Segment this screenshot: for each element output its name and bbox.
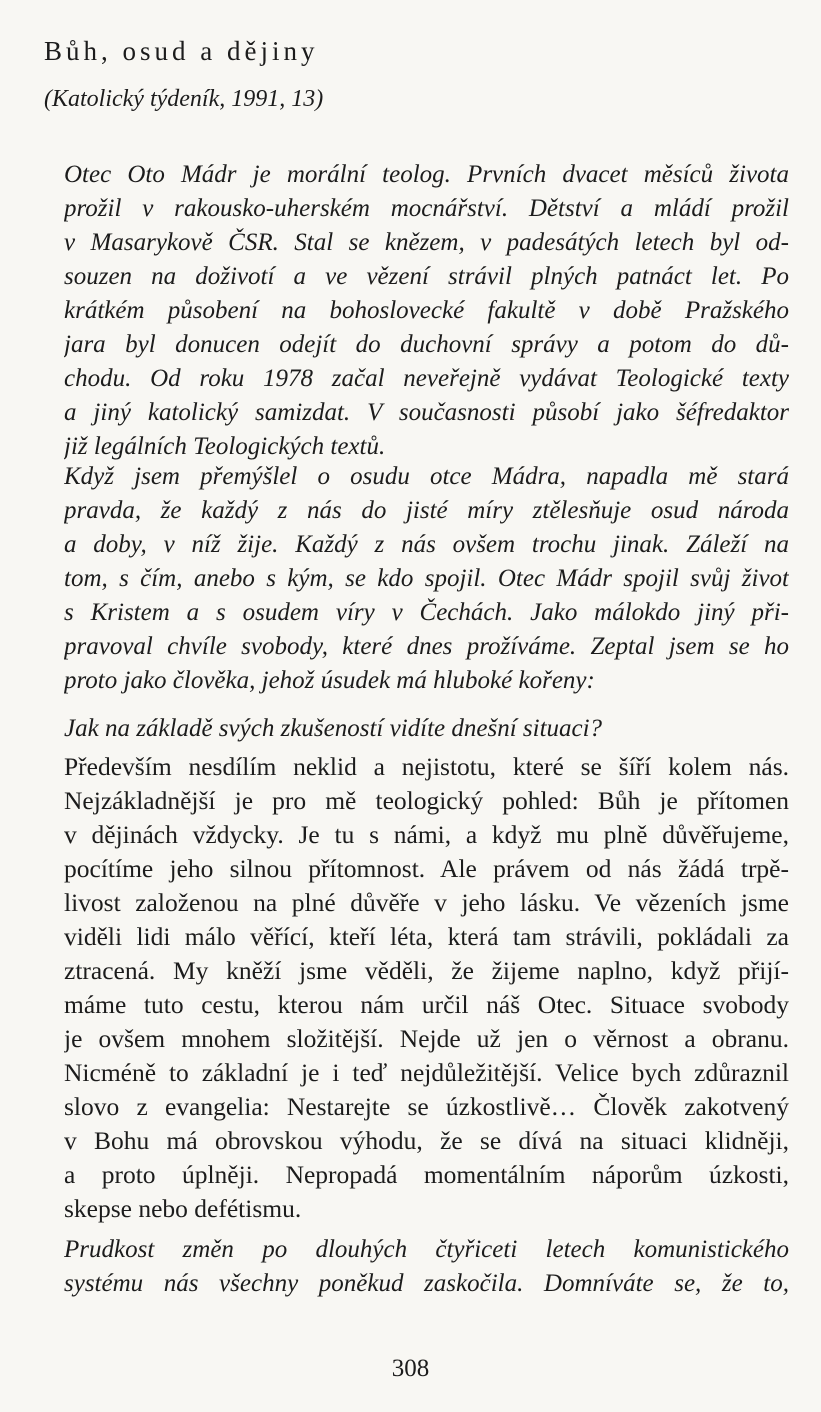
text-line: Nicméně to základní je i teď nejdůležitější. Velice bych zdůraznil (64, 1058, 789, 1087)
text-line: pocítíme jeho silnou přítomnost. Ale právem od nás žádá trpě- (64, 854, 789, 883)
text-line: pravoval chvíle svobody, které dnes prožíváme. Zeptal jsem se ho (64, 633, 789, 660)
intro-paragraph-2 (64, 460, 789, 698)
text-line: viděli lidi málo věřící, kteří léta, která tam strávili, pokládali za (64, 922, 789, 951)
text-line: ztracená. My kněží jsme věděli, že žijeme naplno, když přijí- (64, 956, 789, 985)
text-line: máme tuto cestu, kterou nám určil náš Otec. Situace svobody (64, 990, 789, 1019)
text-line: Především nesdílím neklid a nejistotu, které se šíří kolem nás. (64, 752, 789, 781)
interview-question-2 (64, 1233, 789, 1301)
text-line: pravda, že každý z nás do jisté míry ztělesňuje osud národa (64, 497, 789, 524)
text-line: chodu. Od roku 1978 začal neveřejně vydávat Teologické texty (64, 365, 789, 392)
question-text: Jak na základě svých zkušeností vidíte dnešní situaci? (64, 715, 603, 742)
interview-question-1 (64, 712, 789, 746)
text-line: tom, s čím, anebo s kým, se kdo spojil. Otec Mádr spojil svůj život (64, 565, 789, 592)
text-line: slovo z evangelia: Nestarejte se úzkostlivě… Člověk zakotvený (64, 1092, 789, 1121)
text-line: a doby, v níž žije. Každý z nás ovšem trochu jinak. Záleží na (64, 531, 789, 558)
text-line: v Bohu má obrovskou výhodu, že se dívá na situaci klidněji, (64, 1126, 789, 1155)
text-line: systému nás všechny poněkud zaskočila. Domníváte se, že to, (64, 1270, 789, 1297)
text-line: jara byl donucen odejít do duchovní správy a potom do dů- (64, 331, 789, 358)
text-line: souzen na doživotí a ve vězení strávil plných patnáct let. Po (64, 263, 789, 290)
text-line: krátkém působení na bohoslovecké fakultě v době Pražského (64, 297, 789, 324)
text-line: a jiný katolický samizdat. V současnosti působí jako šéfredaktor (64, 399, 789, 426)
text-line: Nejzákladnější je pro mě teologický pohled: Bůh je přítomen (64, 786, 789, 815)
text-line: v dějinách vždycky. Je tu s námi, a když mu plně důvěřujeme, (64, 820, 789, 849)
text-line: je ovšem mnohem složitější. Nejde už jen o věrnost a obranu. (64, 1024, 789, 1053)
text-line: livost založenou na plné důvěře v jeho lásku. Ve vězeních jsme (64, 888, 789, 917)
interview-answer-1 (64, 750, 789, 1226)
article-title: Bůh, osud a dějiny (44, 36, 319, 66)
text-line: prožil v rakousko-uherském mocnářství. Dětství a mládí prožil (64, 195, 789, 222)
text-line: v Masarykově ČSR. Stal se knězem, v padesátých letech byl od- (64, 229, 789, 256)
text-line: již legálních Teologických textů. (64, 433, 386, 460)
text-line: a proto úplněji. Nepropadá momentálním náporům úzkosti, (64, 1160, 789, 1189)
text-line: Prudkost změn po dlouhých čtyřiceti letech komunistického (64, 1236, 789, 1263)
page-number: 308 (391, 1355, 430, 1382)
article-source: (Katolický týdeník, 1991, 13) (44, 86, 324, 112)
intro-paragraph (64, 158, 789, 464)
text-line: s Kristem a s osudem víry v Čechách. Jako málokdo jiný při- (64, 599, 789, 626)
text-line: Když jsem přemýšlel o osudu otce Mádra, napadla mě stará (64, 463, 789, 490)
text-line: skepse nebo defétismu. (64, 1194, 302, 1223)
text-line: Otec Oto Mádr je morální teolog. Prvních dvacet měsíců života (64, 161, 789, 188)
text-line: proto jako člověka, jehož úsudek má hluboké kořeny: (64, 667, 595, 694)
